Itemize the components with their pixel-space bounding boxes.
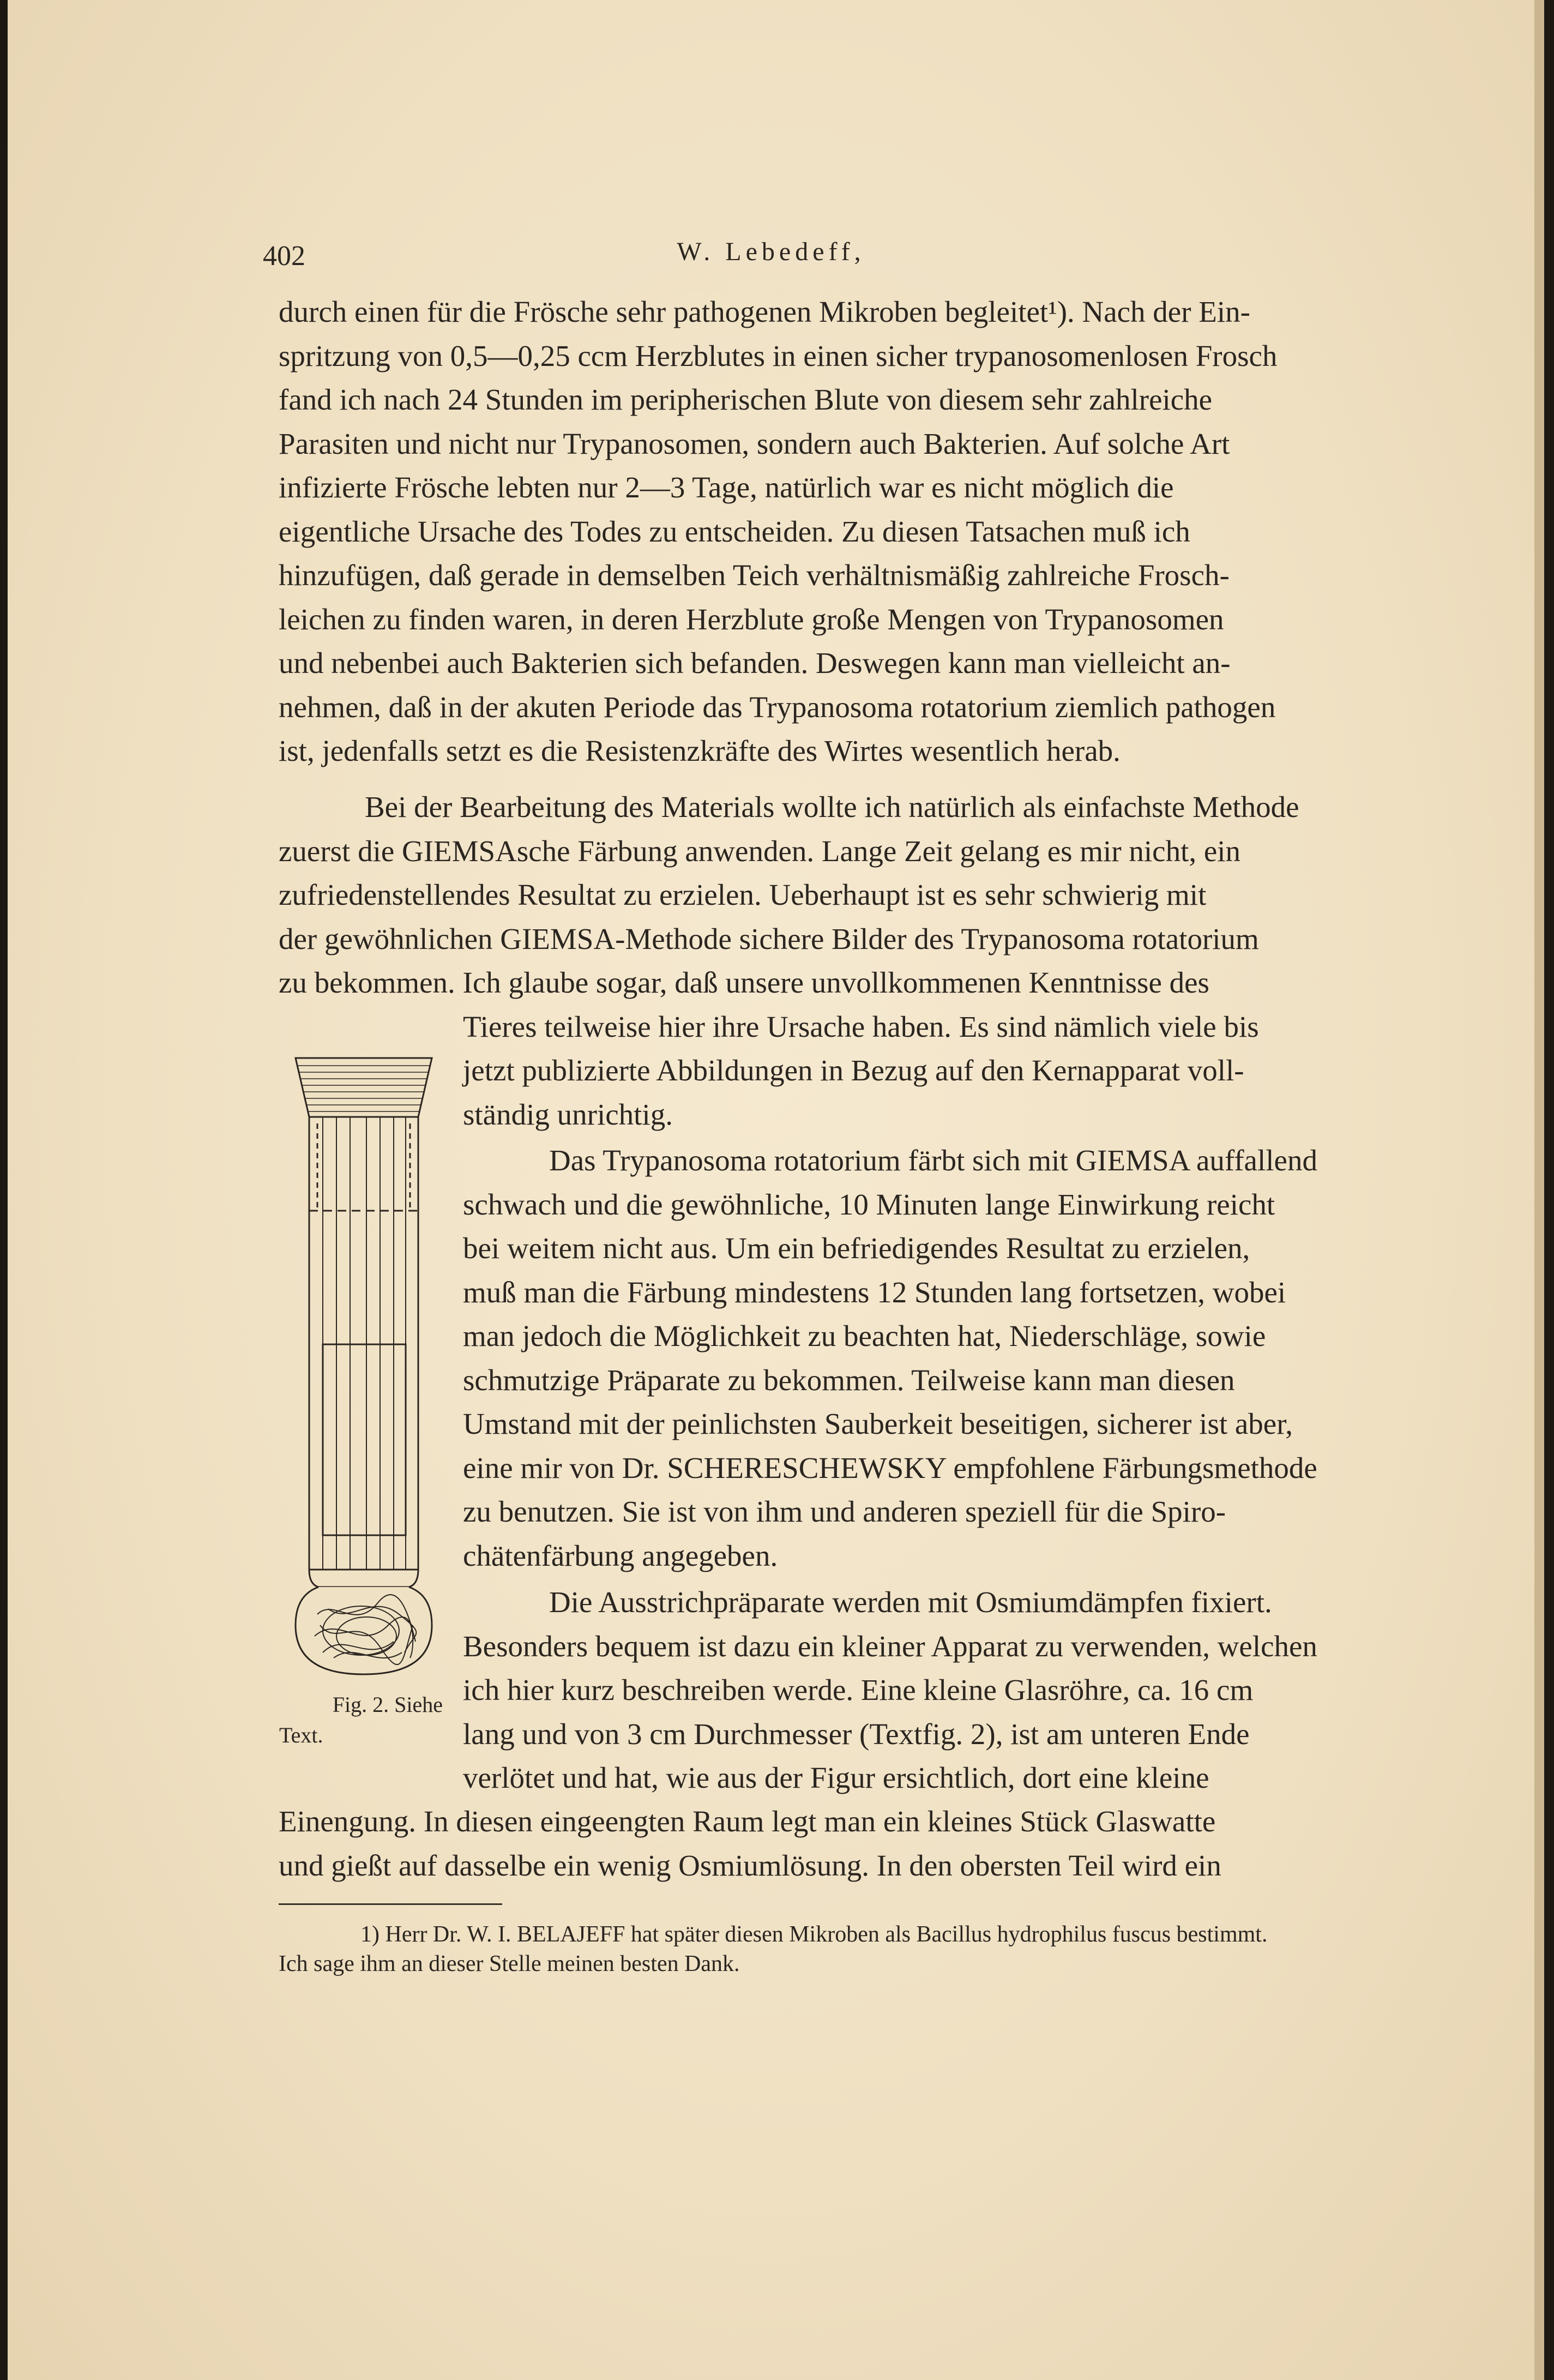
text-line: fand ich nach 24 Stunden im peripherischen Blute von diesem sehr zahlreiche (279, 383, 1213, 416)
page-header (8, 229, 1534, 273)
text-line: Umstand mit der peinlichsten Sauberkeit beseitigen, sicherer ist aber, (463, 1407, 1293, 1440)
text-line: Besonders bequem ist dazu ein kleiner Apparat zu verwenden, welchen (463, 1629, 1317, 1663)
paragraph-1 (279, 290, 1429, 773)
text-line: durch einen für die Frösche sehr pathogenen Mikroben begleitet¹). Nach der Ein- (279, 295, 1250, 328)
text-line: zu bekommen. Ich glaube sogar, daß unsere unvollkommenen Kenntnisse des (279, 966, 1209, 999)
text-line: schmutzige Präparate zu bekommen. Teilweise kann man diesen (463, 1363, 1235, 1397)
text-line: verlötet und hat, wie aus der Figur ersichtlich, dort eine kleine (463, 1761, 1209, 1794)
text-line: Bei der Bearbeitung des Materials wollte ich natürlich als einfachste Methode (365, 790, 1299, 824)
paragraph-3 (463, 1139, 1429, 1578)
text-line: jetzt publizierte Abbildungen in Bezug auf den Kernapparat voll- (463, 1054, 1244, 1087)
paragraph-2 (279, 785, 1429, 1137)
text-line: lang und von 3 cm Durchmesser (Textfig. 2), ist am unteren Ende (463, 1717, 1250, 1751)
figure-caption (279, 1690, 443, 1751)
text-line: eine mir von Dr. SCHERESCHEWSKY empfohlene Färbungsmethode (463, 1451, 1317, 1485)
glass-tube-illustration (285, 1047, 443, 1680)
text-line: schwach und die gewöhnliche, 10 Minuten lange Einwirkung reicht (463, 1187, 1275, 1221)
caption-line: Fig. 2. Siehe (332, 1692, 443, 1717)
text-line: eigentliche Ursache des Todes zu entscheiden. Zu diesen Tatsachen muß ich (279, 514, 1190, 548)
text-line: der gewöhnlichen GIEMSA-Methode sichere Bilder des Trypanosoma rotatorium (279, 922, 1259, 955)
text-line: zu benutzen. Sie ist von ihm und anderen speziell für die Spiro- (463, 1495, 1226, 1528)
text-line: und gießt auf dasselbe ein wenig Osmiumlösung. In den obersten Teil wird ein (279, 1848, 1221, 1882)
text-line: nehmen, daß in der akuten Periode das Trypanosoma rotatorium ziemlich pathogen (279, 690, 1276, 724)
text-line: und nebenbei auch Bakterien sich befanden. Deswegen kann man vielleicht an- (279, 646, 1231, 680)
paragraph-4 (463, 1580, 1429, 1800)
paragraph-4-continued (279, 1800, 1429, 1888)
running-head: W. Lebedeff, (677, 237, 865, 266)
text-line: zufriedenstellendes Resultat zu erzielen. Ueberhaupt ist es sehr schwierig mit (279, 878, 1207, 911)
book-page (8, 0, 1544, 2380)
text-line: ich hier kurz beschreiben werde. Eine kleine Glasröhre, ca. 16 cm (463, 1673, 1254, 1706)
text-line: ist, jedenfalls setzt es die Resistenzkräfte des Wirtes wesentlich herab. (279, 734, 1121, 767)
text-line: zuerst die GIEMSAsche Färbung anwenden. Lange Zeit gelang es mir nicht, ein (279, 834, 1241, 868)
text-line: hinzufügen, daß gerade in demselben Teich verhältnismäßig zahlreiche Frosch- (279, 558, 1230, 592)
footnote-line: 1) Herr Dr. W. I. BELAJEFF hat später diesen Mikroben als Bacillus hydrophilus fuscus bestimmt. (360, 1922, 1268, 1947)
text-line: leichen zu finden waren, in deren Herzblute große Mengen von Trypanosomen (279, 602, 1224, 636)
footnotes (279, 1920, 1429, 1979)
text-line: Parasiten und nicht nur Trypanosomen, sondern auch Bakterien. Auf solche Art (279, 426, 1230, 460)
text-line: ständig unrichtig. (463, 1097, 673, 1131)
text-line: man jedoch die Möglichkeit zu beachten hat, Niederschläge, sowie (463, 1319, 1266, 1353)
page-number: 402 (263, 241, 305, 272)
caption-line: Text. (279, 1723, 323, 1747)
text-line: Tieres teilweise hier ihre Ursache haben. Es sind nämlich viele bis (463, 1009, 1259, 1043)
text-line: Einengung. In diesen eingeengten Raum legt man ein kleines Stück Glaswatte (279, 1805, 1216, 1838)
text-line: muß man die Färbung mindestens 12 Stunden lang fortsetzen, wobei (463, 1275, 1286, 1309)
footnote-rule (279, 1903, 502, 1905)
text-line: spritzung von 0,5—0,25 ccm Herzblutes in einen sicher trypanosomenlosen Frosch (279, 339, 1278, 372)
footnote-line: Ich sage ihm an dieser Stelle meinen besten Dank. (279, 1951, 740, 1976)
text-line: Die Ausstrichpräparate werden mit Osmiumdämpfen fixiert. (549, 1585, 1272, 1619)
text-line: Das Trypanosoma rotatorium färbt sich mit GIEMSA auffallend (549, 1144, 1317, 1177)
text-line: infizierte Frösche lebten nur 2—3 Tage, natürlich war es nicht möglich die (279, 471, 1174, 504)
text-line: chätenfärbung angegeben. (463, 1538, 778, 1572)
glass-tube-figure (285, 1047, 443, 1680)
text-line: bei weitem nicht aus. Um ein befriedigendes Resultat zu erzielen, (463, 1231, 1250, 1265)
